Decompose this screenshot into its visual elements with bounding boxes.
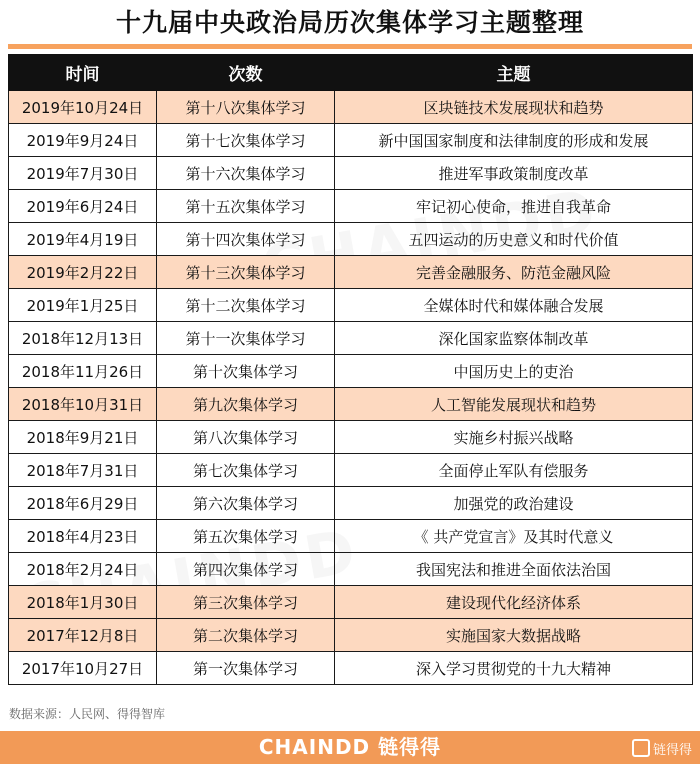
- cell-date: 2018年6月29日: [9, 487, 157, 520]
- footer-brand: CHAINDD 链得得: [258, 735, 442, 759]
- cell-date: 2018年10月31日: [9, 388, 157, 421]
- cell-session: 第十次集体学习: [157, 355, 335, 388]
- cell-topic: 五四运动的历史意义和时代价值: [335, 223, 693, 256]
- cell-topic: 中国历史上的吏治: [335, 355, 693, 388]
- cell-topic: 完善金融服务、防范金融风险: [335, 256, 693, 289]
- page-title: 十九届中央政治局历次集体学习主题整理: [115, 8, 584, 37]
- corner-logo: [632, 737, 692, 759]
- cell-date: 2019年1月25日: [9, 289, 157, 322]
- title-divider: [8, 44, 692, 49]
- cell-topic: 实施乡村振兴战略: [335, 421, 693, 454]
- study-topics-table: [8, 54, 693, 685]
- cell-session: 第十八次集体学习: [157, 91, 335, 124]
- table-row: [9, 421, 693, 454]
- cell-session: 第五次集体学习: [157, 520, 335, 553]
- cell-date: 2018年11月26日: [9, 355, 157, 388]
- cell-session: 第十三次集体学习: [157, 256, 335, 289]
- cell-session: 第十七次集体学习: [157, 124, 335, 157]
- cell-session: 第三次集体学习: [157, 586, 335, 619]
- table-row: [9, 223, 693, 256]
- table-row: [9, 322, 693, 355]
- cell-session: 第十五次集体学习: [157, 190, 335, 223]
- cell-date: 2019年4月19日: [9, 223, 157, 256]
- cell-date: 2019年9月24日: [9, 124, 157, 157]
- table-row: [9, 652, 693, 685]
- cell-topic: 我国宪法和推进全面依法治国: [335, 553, 693, 586]
- cell-topic: 牢记初心使命，推进自我革命: [335, 190, 693, 223]
- cell-topic: 推进军事政策制度改革: [335, 157, 693, 190]
- cell-topic: 深入学习贯彻党的十九大精神: [335, 652, 693, 685]
- cell-session: 第八次集体学习: [157, 421, 335, 454]
- cell-session: 第十四次集体学习: [157, 223, 335, 256]
- table-header-row: [9, 55, 693, 91]
- cell-date: 2018年9月21日: [9, 421, 157, 454]
- table-row: [9, 91, 693, 124]
- cell-session: 第十六次集体学习: [157, 157, 335, 190]
- cell-topic: 新中国国家制度和法律制度的形成和发展: [335, 124, 693, 157]
- cell-topic: 加强党的政治建设: [335, 487, 693, 520]
- cell-topic: 建设现代化经济体系: [335, 586, 693, 619]
- table-row: [9, 124, 693, 157]
- cell-date: 2017年12月8日: [9, 619, 157, 652]
- cell-session: 第一次集体学习: [157, 652, 335, 685]
- cell-topic: 全面停止军队有偿服务: [335, 454, 693, 487]
- cell-date: 2018年1月30日: [9, 586, 157, 619]
- cell-session: 第十一次集体学习: [157, 322, 335, 355]
- cell-topic: 《 共产党宣言》及其时代意义: [335, 520, 693, 553]
- cell-session: 第四次集体学习: [157, 553, 335, 586]
- column-header-date: 时间: [9, 55, 157, 91]
- cell-session: 第十二次集体学习: [157, 289, 335, 322]
- table-row: [9, 454, 693, 487]
- footer-banner: [0, 731, 700, 764]
- corner-logo-label: 链得得: [652, 742, 692, 758]
- cell-date: 2019年6月24日: [9, 190, 157, 223]
- cell-date: 2018年7月31日: [9, 454, 157, 487]
- cell-topic: 人工智能发展现状和趋势: [335, 388, 693, 421]
- cell-session: 第九次集体学习: [157, 388, 335, 421]
- cell-date: 2019年7月30日: [9, 157, 157, 190]
- cell-topic: 实施国家大数据战略: [335, 619, 693, 652]
- table-row: [9, 553, 693, 586]
- cell-date: 2018年12月13日: [9, 322, 157, 355]
- table-row: [9, 520, 693, 553]
- table-row: [9, 388, 693, 421]
- cell-session: 第七次集体学习: [157, 454, 335, 487]
- cell-topic: 区块链技术发展现状和趋势: [335, 91, 693, 124]
- table-row: [9, 487, 693, 520]
- cell-date: 2019年2月22日: [9, 256, 157, 289]
- cell-date: 2019年10月24日: [9, 91, 157, 124]
- cell-session: 第六次集体学习: [157, 487, 335, 520]
- table-row: [9, 355, 693, 388]
- cell-topic: 深化国家监察体制改革: [335, 322, 693, 355]
- cell-session: 第二次集体学习: [157, 619, 335, 652]
- column-header-session: 次数: [157, 55, 335, 91]
- table-row: [9, 619, 693, 652]
- cell-topic: 全媒体时代和媒体融合发展: [335, 289, 693, 322]
- chaindd-logo-icon: [632, 739, 650, 757]
- table-row: [9, 586, 693, 619]
- column-header-topic: 主题: [335, 55, 693, 91]
- table-row: [9, 157, 693, 190]
- data-source-note: 数据来源：人民网、得得智库: [9, 707, 166, 721]
- table-row: [9, 289, 693, 322]
- table-row: [9, 256, 693, 289]
- cell-date: 2017年10月27日: [9, 652, 157, 685]
- cell-date: 2018年4月23日: [9, 520, 157, 553]
- cell-date: 2018年2月24日: [9, 553, 157, 586]
- table-row: [9, 190, 693, 223]
